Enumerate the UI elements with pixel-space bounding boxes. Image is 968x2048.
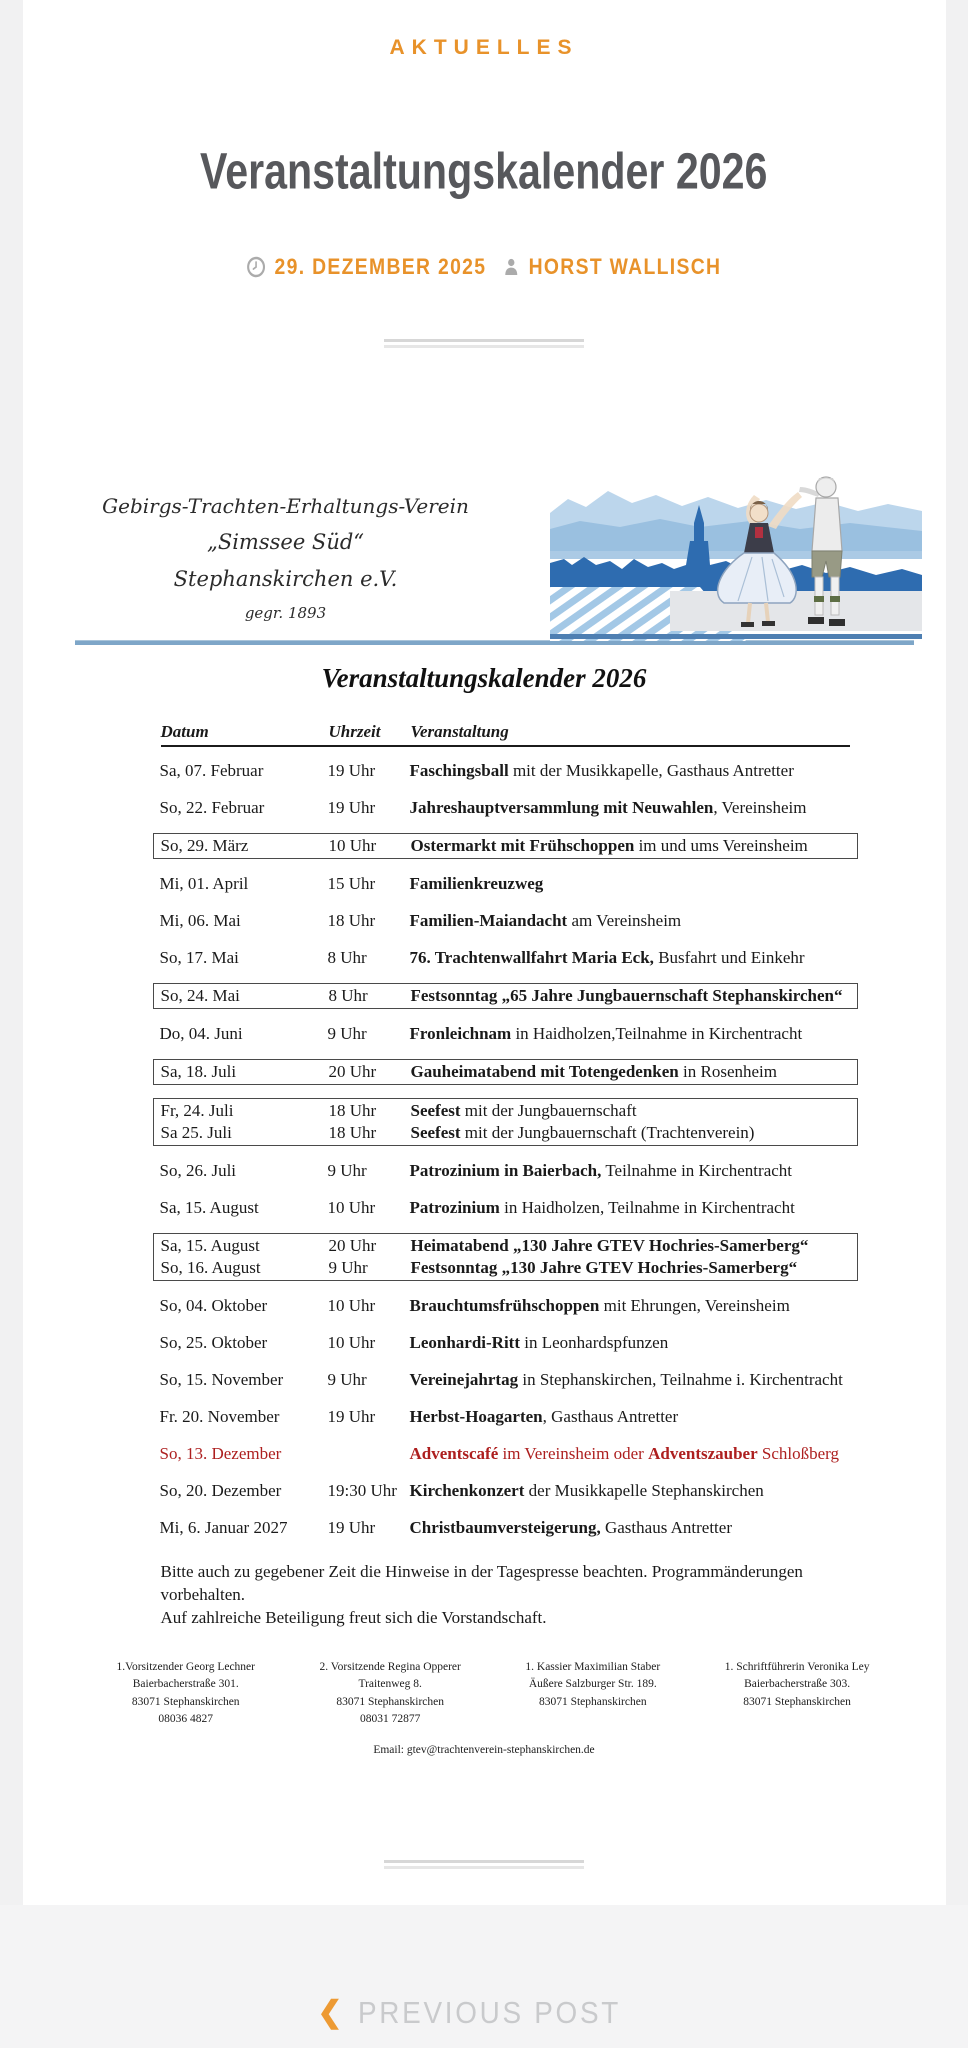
event-date: Sa, 18. Juli xyxy=(160,1062,237,1081)
event-time: 19:30 Uhr xyxy=(327,1481,397,1500)
club-name-line: Stephanskirchen e.V. xyxy=(173,567,398,591)
event-date: Do, 04. Juni xyxy=(159,1024,243,1043)
contact-block: 1. Kassier Maximilian Staber Äußere Salzburger Str. 189. 83071 Stephanskirchen xyxy=(525,1661,661,1708)
event-description: Seefest mit der Jungbauernschaft xyxy=(410,1101,637,1120)
event-row xyxy=(153,1405,858,1429)
event-date: So, 17. Mai xyxy=(159,948,239,967)
event-row xyxy=(153,1196,858,1220)
event-date: Fr. 20. November xyxy=(159,1407,280,1426)
event-row xyxy=(153,1022,858,1046)
event-description: Leonhardi-Ritt in Leonhardspfunzen xyxy=(409,1333,669,1352)
event-date: So, 25. Oktober xyxy=(159,1333,268,1352)
event-description: Gauheimatabend mit Totengedenken in Rosenheim xyxy=(410,1062,777,1081)
flyer-header xyxy=(23,358,946,640)
event-row xyxy=(153,1294,858,1318)
event-time: 15 Uhr xyxy=(327,874,376,893)
event-description: Christbaumversteigerung, Gasthaus Antretter xyxy=(409,1518,732,1537)
club-name-line: Gebirgs-Trachten-Erhaltungs-Verein xyxy=(102,494,469,518)
event-row xyxy=(153,1516,858,1540)
event-date: So, 20. Dezember xyxy=(159,1481,282,1500)
contact-email: Email: gtev@trachtenverein-stephanskirchen.de xyxy=(373,1744,595,1756)
event-time: 9 Uhr xyxy=(328,1258,368,1277)
club-name-block xyxy=(85,488,487,640)
event-description: Seefest mit der Jungbauernschaft (Trachtenverein) xyxy=(410,1123,755,1142)
event-date: Sa, 15. August xyxy=(160,1236,260,1255)
event-row xyxy=(153,946,858,970)
event-row xyxy=(153,1159,858,1183)
event-date: So, 24. Mai xyxy=(160,986,240,1005)
event-time: 18 Uhr xyxy=(327,911,376,930)
flyer-note xyxy=(161,1560,850,1629)
event-time: 10 Uhr xyxy=(327,1296,376,1315)
flyer-title: Veranstaltungskalender 2026 xyxy=(321,663,647,693)
event-row xyxy=(153,1368,858,1392)
event-date: Mi, 6. Januar 2027 xyxy=(159,1518,288,1537)
event-description: Herbst-Hoagarten, Gasthaus Antretter xyxy=(409,1407,679,1426)
separator-top xyxy=(384,339,584,348)
event-row xyxy=(153,1233,858,1281)
post-date: 29. DEZEMBER 2025 xyxy=(274,254,487,279)
event-description: Patrozinium in Baierbach, Teilnahme in Kirchentracht xyxy=(409,1161,793,1180)
event-description: Kirchenkonzert der Musikkapelle Stephanskirchen xyxy=(409,1481,764,1500)
event-date: So, 26. Juli xyxy=(159,1161,237,1180)
club-name-line: „Simssee Süd“ xyxy=(206,530,365,554)
event-time: 18 Uhr xyxy=(328,1101,377,1120)
event-time: 8 Uhr xyxy=(327,948,367,967)
previous-post-link[interactable] xyxy=(317,1995,650,2031)
event-date: Sa, 07. Februar xyxy=(159,761,264,780)
event-description: 76. Trachtenwallfahrt Maria Eck, Busfahrt und Einkehr xyxy=(409,948,805,967)
event-description: Fronleichnam in Haidholzen,Teilnahme in Kirchentracht xyxy=(409,1024,803,1043)
event-row xyxy=(153,759,858,783)
note-line: Auf zahlreiche Beteiligung freut sich die Vorstandschaft. xyxy=(160,1608,547,1627)
event-row xyxy=(153,872,858,896)
event-date: So, 13. Dezember xyxy=(159,1444,282,1463)
header-datum: Datum xyxy=(160,722,209,741)
event-flyer xyxy=(23,358,946,1756)
header-veranstaltung: Veranstaltung xyxy=(410,722,509,741)
event-table-header xyxy=(161,722,850,747)
event-date: So, 16. August xyxy=(160,1258,261,1277)
event-row xyxy=(153,1059,858,1085)
event-date: So, 22. Februar xyxy=(159,798,265,817)
event-time: 20 Uhr xyxy=(328,1062,377,1081)
event-row xyxy=(153,1442,858,1466)
event-time: 9 Uhr xyxy=(327,1161,367,1180)
event-description: Adventscafé im Vereinsheim oder Adventszauber Schloßberg xyxy=(409,1444,840,1463)
event-description: Familienkreuzweg xyxy=(409,874,544,893)
event-date: Mi, 01. April xyxy=(159,874,249,893)
contact-columns xyxy=(117,1659,870,1728)
dancing-couple-illustration xyxy=(550,391,922,646)
event-time: 19 Uhr xyxy=(327,798,376,817)
event-row xyxy=(153,1098,858,1146)
event-time: 9 Uhr xyxy=(327,1024,367,1043)
event-row xyxy=(153,833,858,859)
clock-icon xyxy=(247,256,266,278)
event-date: So, 15. November xyxy=(159,1370,284,1389)
event-date: So, 04. Oktober xyxy=(159,1296,268,1315)
event-time: 19 Uhr xyxy=(327,1518,376,1537)
event-table xyxy=(161,722,850,1540)
event-row xyxy=(153,1479,858,1503)
event-description: Ostermarkt mit Frühschoppen im und ums Vereinsheim xyxy=(410,836,808,855)
category-label[interactable]: AKTUELLES xyxy=(389,36,579,59)
event-time: 9 Uhr xyxy=(327,1370,367,1389)
contact-block: 1. Schriftführerin Veronika Ley Baierbacherstraße 303. 83071 Stephanskirchen xyxy=(724,1661,870,1708)
event-date: Mi, 06. Mai xyxy=(159,911,241,930)
event-description: Patrozinium in Haidholzen, Teilnahme in Kirchentracht xyxy=(409,1198,795,1217)
chevron-left-icon: ❮ xyxy=(317,1996,343,2029)
article-card xyxy=(23,0,946,1905)
event-time: 10 Uhr xyxy=(327,1198,376,1217)
club-founded-line: gegr. 1893 xyxy=(244,604,327,622)
event-row xyxy=(153,1331,858,1355)
event-row xyxy=(153,796,858,820)
note-line: Bitte auch zu gegebener Zeit die Hinweise in der Tagespresse beachten. Programmänderungen vorbehalten. xyxy=(160,1562,803,1604)
event-time: 8 Uhr xyxy=(328,986,368,1005)
post-navigation xyxy=(0,1905,968,2048)
event-time: 10 Uhr xyxy=(328,836,377,855)
event-date: Sa 25. Juli xyxy=(160,1123,232,1142)
event-description: Faschingsball mit der Musikkapelle, Gasthaus Antretter xyxy=(409,761,794,780)
contact-block: 2. Vorsitzende Regina Opperer Traitenweg 8. 83071 Stephanskirchen 08031 72877 xyxy=(319,1661,461,1725)
event-rows xyxy=(161,759,850,1540)
event-description: Vereinejahrtag in Stephanskirchen, Teilnahme i. Kirchentracht xyxy=(409,1370,843,1389)
event-date: Sa, 15. August xyxy=(159,1198,259,1217)
event-time: 19 Uhr xyxy=(327,761,376,780)
event-description: Jahreshauptversammlung mit Neuwahlen, Vereinsheim xyxy=(409,798,807,817)
event-description: Festsonntag „130 Jahre GTEV Hochries-Samerberg“ xyxy=(410,1258,798,1277)
event-date: Fr, 24. Juli xyxy=(160,1101,234,1120)
event-description: Festsonntag „65 Jahre Jungbauernschaft Stephanskirchen“ xyxy=(410,986,843,1005)
event-date: So, 29. März xyxy=(160,836,249,855)
previous-post-label: PREVIOUS POST xyxy=(358,1995,622,2030)
event-description: Heimatabend „130 Jahre GTEV Hochries-Samerberg“ xyxy=(410,1236,809,1255)
event-time: 19 Uhr xyxy=(327,1407,376,1426)
event-row xyxy=(153,909,858,933)
header-uhrzeit: Uhrzeit xyxy=(328,722,381,741)
separator-bottom xyxy=(384,1860,584,1869)
post-author[interactable]: HORST WALLISCH xyxy=(528,254,722,279)
user-icon xyxy=(502,257,520,277)
contact-block: 1.Vorsitzender Georg Lechner Baierbacherstraße 301. 83071 Stephanskirchen 08036 4827 xyxy=(116,1661,255,1725)
post-meta xyxy=(23,254,946,283)
event-time: 20 Uhr xyxy=(328,1236,377,1255)
event-time xyxy=(328,1443,410,1465)
event-description: Familien-Maiandacht am Vereinsheim xyxy=(409,911,682,930)
event-description: Brauchtumsfrühschoppen mit Ehrungen, Vereinsheim xyxy=(409,1296,790,1315)
event-row xyxy=(153,983,858,1009)
page-title: Veranstaltungskalender 2026 xyxy=(200,143,768,201)
event-time: 10 Uhr xyxy=(327,1333,376,1352)
event-time: 18 Uhr xyxy=(328,1123,377,1142)
